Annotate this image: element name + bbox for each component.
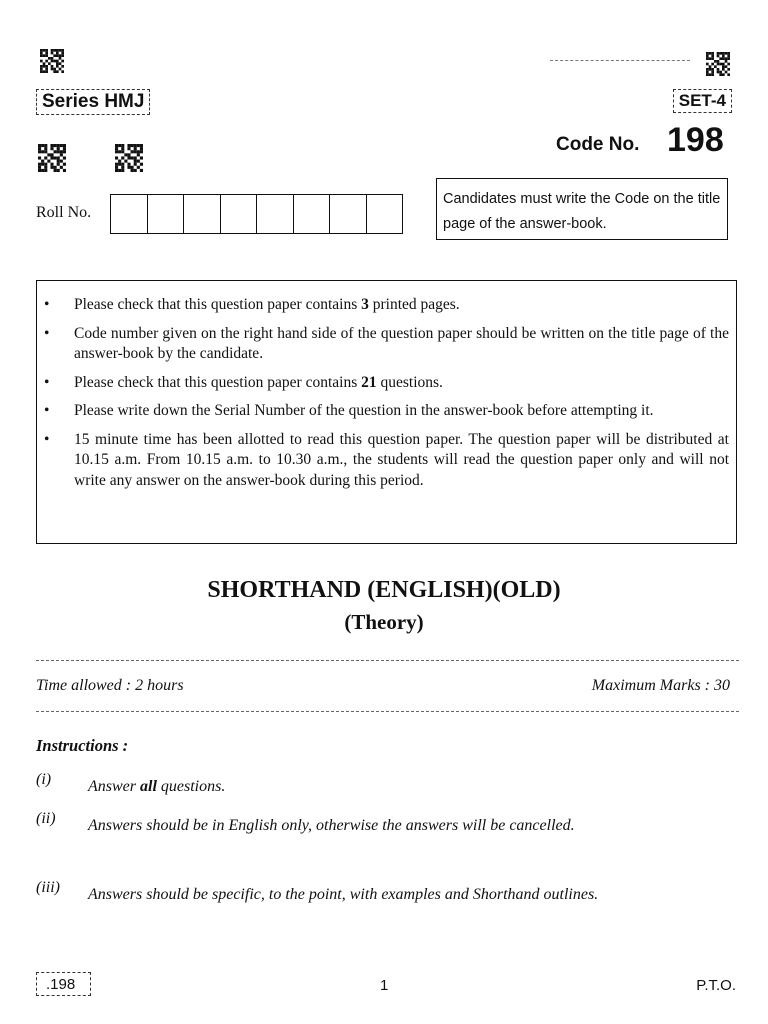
roll-number-cell: [330, 195, 367, 233]
roll-number-cell: [184, 195, 221, 233]
series-label: Series HMJ: [36, 89, 150, 115]
pto-label: P.T.O.: [696, 977, 736, 994]
notice-emphasis: 21: [361, 373, 377, 391]
instruction-item: [36, 810, 691, 841]
code-label: Code No.: [556, 134, 640, 155]
roll-number-boxes: [110, 194, 403, 234]
notice-text: 15 minute time has been allotted to read this question paper. The question paper will be distributed at 10.15 a.m. From 10.15 a.m. to 10.30 a.m., the students will read the question paper only and will not write any answer on the answer-book during this period.: [74, 430, 729, 489]
notice-text: Code number given on the right hand side of the question paper should be written on the title page of the answer-book by the candidate.: [74, 324, 729, 362]
qr-code-icon: [40, 49, 64, 73]
roll-number-cell: [257, 195, 294, 233]
instructions-heading: Instructions :: [36, 736, 129, 755]
notice-text: printed pages.: [368, 296, 460, 313]
qr-code-icon: [115, 144, 143, 172]
instruction-text: [88, 879, 691, 910]
roll-number-cell: [294, 195, 331, 233]
notice-text: Please check that this question paper contains: [74, 296, 362, 313]
notice-text: Please write down the Serial Number of the question in the answer-book before attempting it.: [74, 402, 654, 419]
roll-number-cell: [221, 195, 258, 233]
instruction-number: (iii): [36, 879, 60, 896]
instruction-number: (ii): [36, 810, 56, 827]
notice-text: Please check that this question paper contains: [74, 373, 362, 391]
instruction-text: [88, 810, 691, 841]
page-number: 1: [380, 977, 389, 994]
divider: [36, 660, 739, 661]
instruction-text-part: Answers should be in English only, otherwise the answers will be cancelled.: [88, 817, 575, 834]
roll-number-cell: [367, 195, 403, 233]
roll-number-cell: [148, 195, 185, 233]
maximum-marks: Maximum Marks : 30: [591, 677, 730, 694]
notice-emphasis: 3: [361, 296, 369, 313]
roll-number-cell: [111, 195, 148, 233]
notice-item: [41, 373, 729, 394]
paper-subtitle: (Theory): [344, 610, 424, 634]
instruction-text-part: Answers should be specific, to the point, with examples and Shorthand outlines.: [88, 886, 599, 903]
instruction-item: [36, 771, 691, 802]
signature-line: [550, 60, 690, 61]
notice-item: [41, 430, 729, 492]
set-label: SET-4: [673, 89, 732, 113]
instruction-text: [88, 771, 691, 802]
notice-item: [41, 401, 729, 422]
instruction-text-part: Answer: [88, 778, 140, 795]
notice-list: [41, 295, 729, 491]
notice-text: questions.: [376, 373, 443, 391]
notice-item: [41, 295, 729, 316]
code-number: 198: [667, 121, 724, 159]
instruction-number: (i): [36, 771, 52, 788]
instruction-emphasis: all: [140, 778, 157, 795]
footer-code: .198: [36, 972, 91, 996]
paper-title: SHORTHAND (ENGLISH)(OLD): [207, 577, 561, 603]
candidate-note: Candidates must write the Code on the title page of the answer-book.: [436, 178, 728, 240]
instruction-item: [36, 879, 691, 910]
notice-item: [41, 324, 729, 365]
roll-number-label: Roll No.: [36, 204, 92, 221]
time-allowed: Time allowed : 2 hours: [36, 677, 184, 694]
qr-code-icon: [706, 52, 730, 76]
divider: [36, 711, 739, 712]
instruction-text-part: questions.: [156, 778, 226, 795]
qr-code-icon: [38, 144, 66, 172]
notice-box: [36, 280, 737, 544]
